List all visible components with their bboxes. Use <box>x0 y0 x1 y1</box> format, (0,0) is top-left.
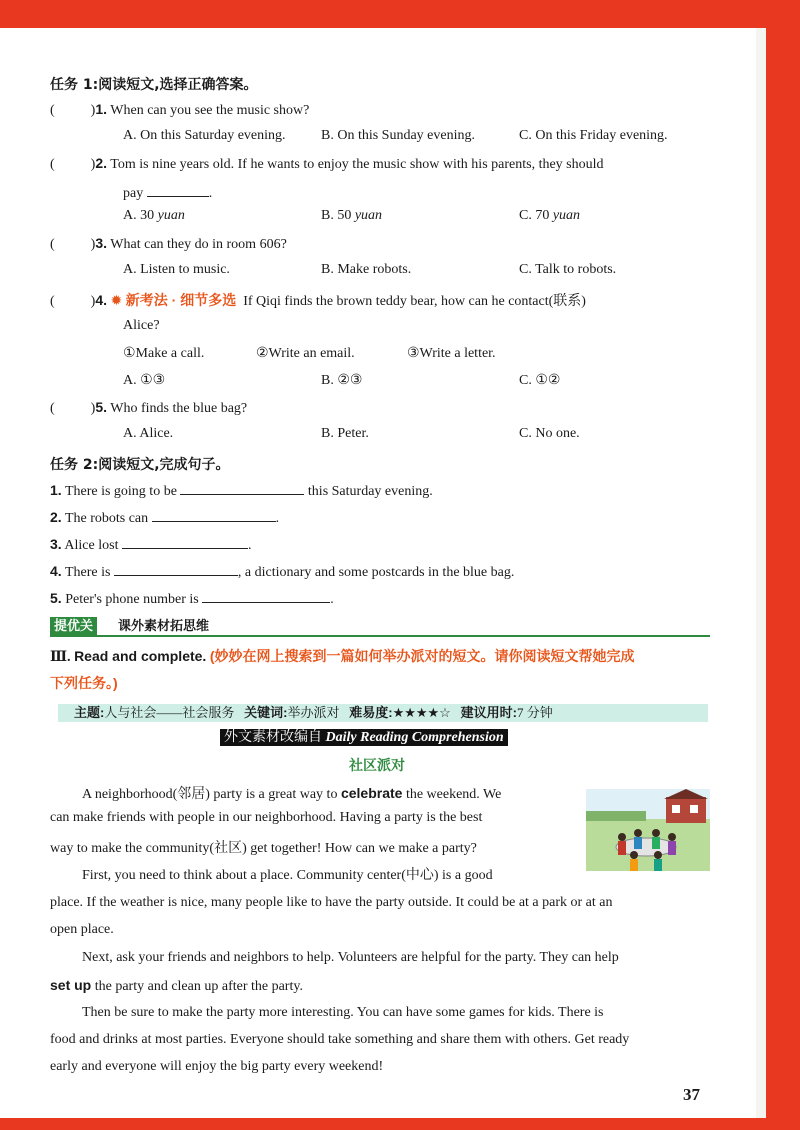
q5-number: 5. <box>95 399 108 415</box>
sentence-5-blank[interactable] <box>202 588 330 603</box>
sentence-4: 4. There is , a dictionary and some postcards in the blue bag. <box>50 563 515 580</box>
q4-option-c[interactable]: C. ①② <box>519 373 561 388</box>
sentence-5: 5. Peter's phone number is . <box>50 590 334 607</box>
q1-option-b[interactable]: B. On this Sunday evening. <box>321 128 475 143</box>
passage-p2-line1: First, you need to think about a place. Community center(中心) is a good <box>82 868 493 883</box>
q3-row: ( )3. What can they do in room 606? <box>50 235 287 252</box>
page-number: 37 <box>683 1085 700 1104</box>
q4-choice-2: ②Write an email. <box>256 346 355 361</box>
q3-text: What can they do in room 606? <box>110 237 287 252</box>
q1-row: ( )1. When can you see the music show? <box>50 101 310 118</box>
q5-row: ( )5. Who finds the blue bag? <box>50 399 248 416</box>
q4-number: 4. <box>95 292 108 308</box>
section-tab-label: 提优关 <box>50 617 97 635</box>
passage-p2-line2: place. If the weather is nice, many people like to have the party outside. It could be at a park or at an <box>50 895 613 910</box>
sentence-3: 3. Alice lost . <box>50 536 252 553</box>
difficulty-stars: ★★★★☆ <box>392 705 451 720</box>
page-frame-bottom <box>0 1118 800 1130</box>
q2-number: 2. <box>95 155 108 171</box>
q2-option-a[interactable]: A. 30 yuan <box>123 208 185 223</box>
task1-heading: 任务 1:阅读短文,选择正确答案。 <box>50 77 258 93</box>
q5-option-a[interactable]: A. Alice. <box>123 426 174 441</box>
answer-paren-open: ( <box>50 103 55 118</box>
q2-option-c[interactable]: C. 70 yuan <box>519 208 581 223</box>
q4-choice-1: ①Make a call. <box>123 346 205 361</box>
sentence-4-blank[interactable] <box>114 561 238 576</box>
party-illustration <box>586 789 710 871</box>
part3-instruction-cont: 下列任务。) <box>50 675 118 691</box>
q4-option-a[interactable]: A. ①③ <box>123 373 166 388</box>
q3-number: 3. <box>95 235 108 251</box>
task2-heading: 任务 2:阅读短文,完成句子。 <box>50 457 230 473</box>
topic-bar-content: 主题:人与社会——社会服务 关键词:举办派对 难易度:★★★★☆ 建议用时:7 分钟 <box>74 705 553 720</box>
q4-text: If Qiqi finds the brown teddy bear, how can he contact(联系) <box>243 294 586 309</box>
q4-row: ( )4. ✹ 新考法 · 细节多选 If Qiqi finds the brown teddy bear, how can he contact(联系) <box>50 292 586 309</box>
q2-text-cont: pay . <box>123 182 212 202</box>
part3-title: Read and complete. <box>74 648 207 664</box>
q1-option-c[interactable]: C. On this Friday evening. <box>519 128 668 143</box>
q5-option-c[interactable]: C. No one. <box>519 426 580 441</box>
source-label: 外文素材改编自 Daily Reading Comprehension <box>220 729 508 746</box>
page-frame-top <box>0 0 800 28</box>
q3-option-b[interactable]: B. Make robots. <box>321 262 412 277</box>
q5-text: Who finds the blue bag? <box>110 401 248 416</box>
sentence-3-blank[interactable] <box>122 534 248 549</box>
q4-option-b[interactable]: B. ②③ <box>321 373 363 388</box>
q2-row: ( )2. Tom is nine years old. If he wants to enjoy the music show with his parents, they should <box>50 155 604 172</box>
sentence-1-blank[interactable] <box>180 480 304 495</box>
q4-choice-3: ③Write a letter. <box>407 346 496 361</box>
sentence-2: 2. The robots can . <box>50 509 280 526</box>
passage-p4-line3: early and everyone will enjoy the big party every weekend! <box>50 1059 384 1074</box>
passage-p1-line2: can make friends with people in our neighborhood. Having a party is the best <box>50 810 483 825</box>
part3-roman: Ⅲ. <box>50 650 71 665</box>
q1-option-a[interactable]: A. On this Saturday evening. <box>123 128 286 143</box>
section-tab-title: 课外素材拓思维 <box>118 618 210 633</box>
page-frame-right <box>756 0 800 1130</box>
passage-p4-line2: food and drinks at most parties. Everyone should take something and share them with others. Get ready <box>50 1032 630 1047</box>
q2-option-b[interactable]: B. 50 yuan <box>321 208 383 223</box>
q1-text: When can you see the music show? <box>110 103 310 118</box>
q1-number: 1. <box>95 101 108 117</box>
passage-p4-line1: Then be sure to make the party more interesting. You can have some games for kids. There is <box>82 1005 604 1020</box>
part3-heading <box>50 646 635 666</box>
section-divider <box>50 635 710 637</box>
part3-instruction: (妙妙在网上搜索到一篇如何举办派对的短文。请你阅读短文帮她完成 <box>209 648 635 664</box>
lightbulb-icon: ✹ <box>110 293 123 309</box>
q3-option-a[interactable]: A. Listen to music. <box>123 262 230 277</box>
worksheet-page <box>0 28 756 1118</box>
sentence-2-blank[interactable] <box>152 507 276 522</box>
q3-option-c[interactable]: C. Talk to robots. <box>519 262 617 277</box>
passage-title: 社区派对 <box>349 757 405 773</box>
passage-p3-line1: Next, ask your friends and neighbors to help. Volunteers are helpful for the party. They can help <box>82 950 619 965</box>
q4-tag: 新考法 · 细节多选 <box>125 292 237 308</box>
q4-text-cont: Alice? <box>123 318 160 333</box>
passage-p2-line3: open place. <box>50 922 114 937</box>
passage-p3-line2: set up the party and clean up after the party. <box>50 977 303 994</box>
sentence-1: 1. There is going to be this Saturday evening. <box>50 482 433 499</box>
passage-p1-line3: way to make the community(社区) get together! How can we make a party? <box>50 841 477 856</box>
q2-blank[interactable] <box>147 182 209 197</box>
q2-text: Tom is nine years old. If he wants to enjoy the music show with his parents, they should <box>110 157 604 172</box>
q5-option-b[interactable]: B. Peter. <box>321 426 369 441</box>
passage-p1-line1: A neighborhood(邻居) party is a great way to celebrate the weekend. We <box>82 785 502 802</box>
